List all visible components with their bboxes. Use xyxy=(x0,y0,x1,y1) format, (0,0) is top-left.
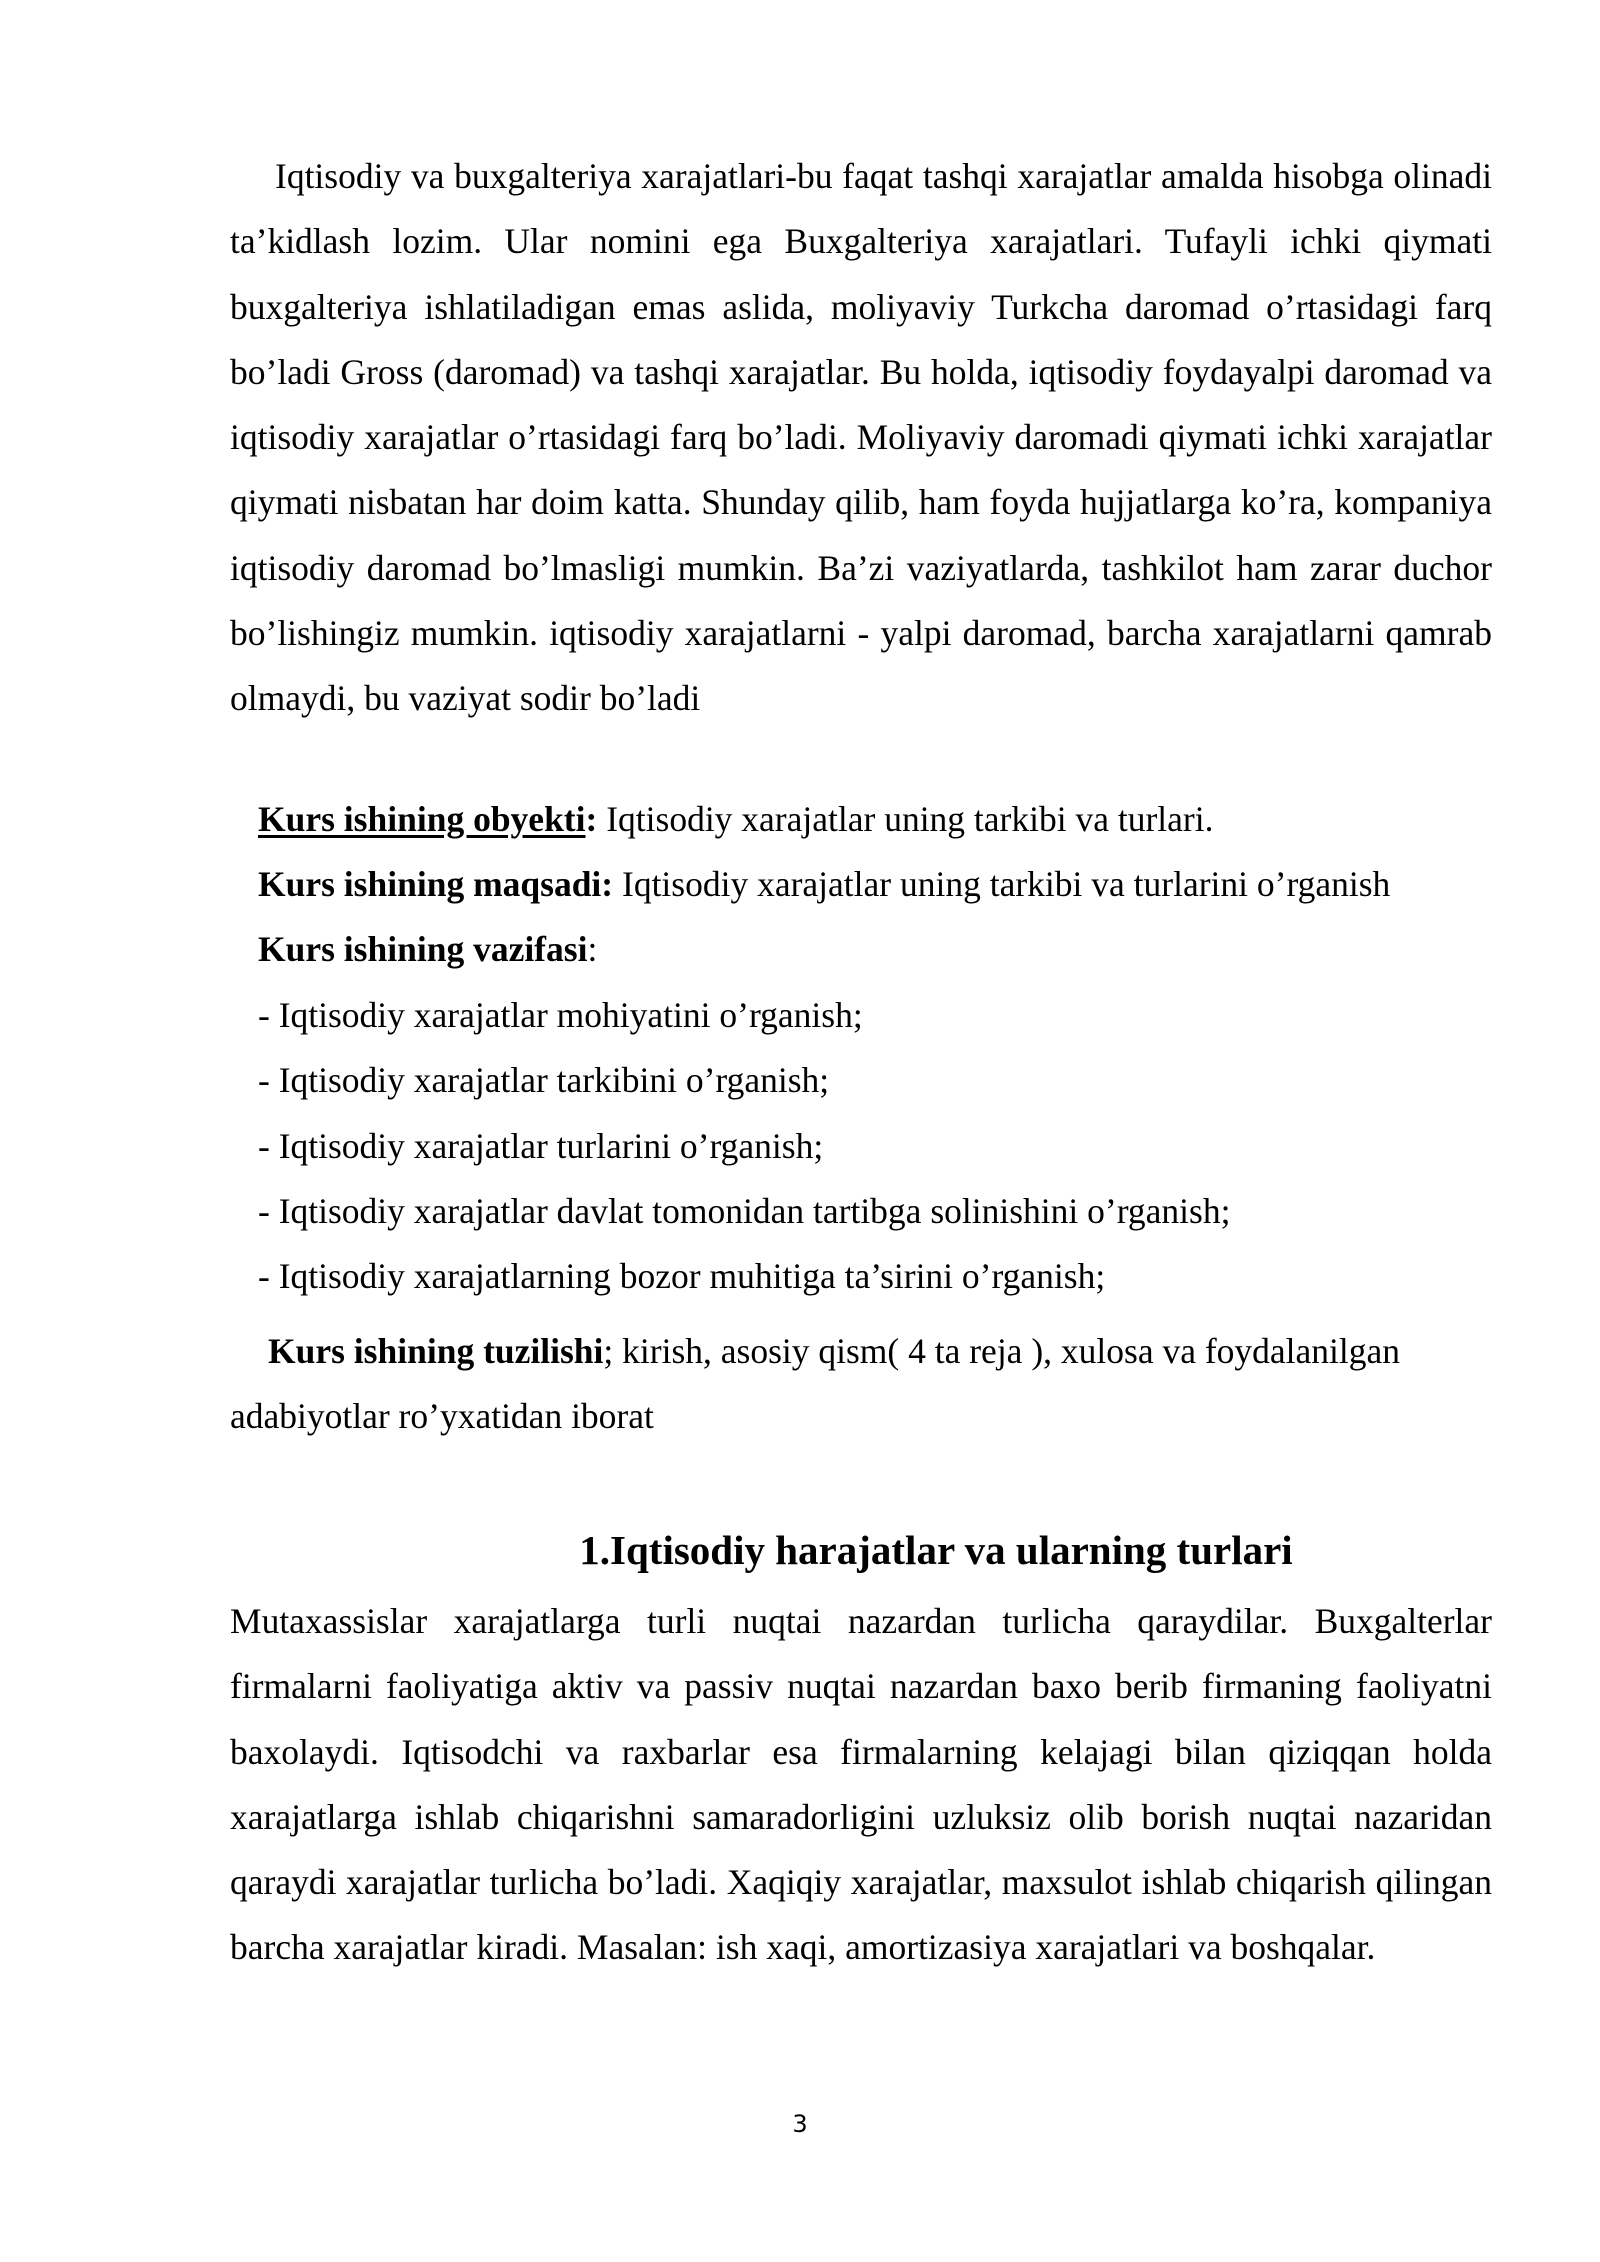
task-item: - Iqtisodiy xarajatlar turlarini o’rganish; xyxy=(258,1126,824,1166)
course-tasks-line xyxy=(258,927,597,971)
task-item: - Iqtisodiy xarajatlar mohiyatini o’rganish; xyxy=(258,995,863,1035)
course-tasks-colon: : xyxy=(587,929,598,969)
course-goal-label: Kurs ishining maqsadi: xyxy=(258,864,614,904)
section-heading: 1.Iqtisodiy harajatlar va ularning turlari xyxy=(579,1527,1293,1573)
course-structure-label: Kurs ishining tuzilishi xyxy=(268,1331,604,1371)
task-item: - Iqtisodiy xarajatlar tarkibini o’rganish; xyxy=(258,1060,830,1100)
course-object-line xyxy=(258,797,1213,841)
course-structure-paragraph xyxy=(230,1319,1492,1450)
course-tasks-label: Kurs ishining vazifasi xyxy=(258,929,588,969)
task-item: - Iqtisodiy xarajatlar davlat tomonidan tartibga solinishini o’rganish; xyxy=(258,1191,1231,1231)
course-goal-line xyxy=(258,862,1390,906)
task-item: - Iqtisodiy xarajatlarning bozor muhitiga ta’sirini o’rganish; xyxy=(258,1256,1106,1296)
course-object-colon: : xyxy=(585,799,598,839)
intro-paragraph: Iqtisodiy va buxgalteriya xarajatlari-bu faqat tashqi xarajatlar amalda hisobga olinadi ta’kidlash lozim. Ular nomini ega Buxgalteriya xarajatlari. Tufayli ichki qiymati buxgalteriya ishlatiladigan emas aslida, moliyaviy Turkcha daromad o’rtasidagi farq bo’ladi Gross (daromad) va tashqi xarajatlar. Bu holda, iqtisodiy foydayalpi daromad va iqtisodiy xarajatlar o’rtasidagi farq bo’ladi. Moliyaviy daromadi qiymati ichki xarajatlar qiymati nisbatan har doim katta. Shunday qilib, ham foyda hujjatlarga ko’ra, kompaniya iqtisodiy daromad bo’lmasligi mumkin. Ba’zi vaziyatlarda, tashkilot ham zarar duchor bo’lishingiz mumkin. iqtisodiy xarajatlarni - yalpi daromad, barcha xarajatlarni qamrab olmaydi, bu vaziyat sodir bo’ladi xyxy=(230,156,1492,719)
page-number: 3 xyxy=(792,2110,808,2138)
course-object-label: Kurs ishining obyekti xyxy=(258,799,586,839)
course-structure-text: ; kirish, asosiy qism( 4 ta reja ), xulosa va foydalanilgan adabiyotlar ro’yxatidan iborat xyxy=(230,1331,1401,1437)
course-object-text: Iqtisodiy xarajatlar uning tarkibi va turlari. xyxy=(597,799,1214,839)
section-paragraph: Mutaxassislar xarajatlarga turli nuqtai nazardan turlicha qaraydilar. Buxgalterlar firmalarni faoliyatiga aktiv va passiv nuqtai nazardan baxo berib firmaning faoliyatni baxolaydi. Iqtisodchi va raxbarlar esa firmalarning kelajagi bilan qiziqqan holda xarajatlarga ishlab chiqarishni samaradorligini uzluksiz olib borish nuqtai nazaridan qaraydi xarajatlar turlicha bo’ladi. Xaqiqiy xarajatlar, maxsulot ishlab chiqarish qilingan barcha xarajatlar kiradi. Masalan: ish xaqi, amortizasiya xarajatlari va boshqalar. xyxy=(230,1601,1492,1968)
course-goal-text: Iqtisodiy xarajatlar uning tarkibi va turlarini o’rganish xyxy=(613,864,1391,904)
